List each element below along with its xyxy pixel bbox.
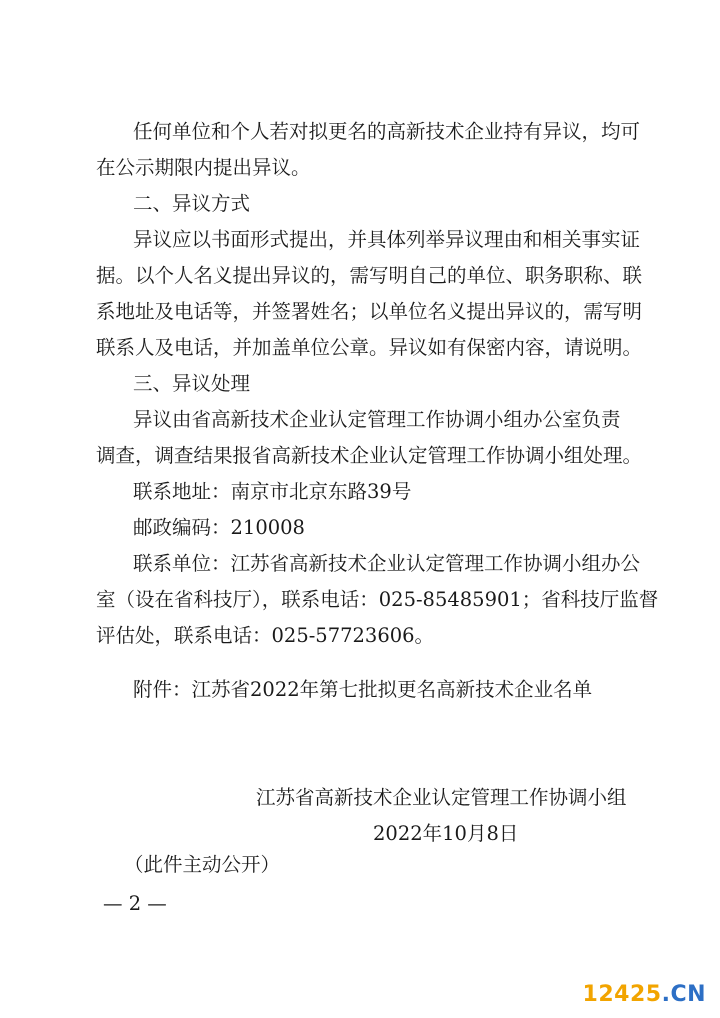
signature-org: 江苏省高新技术企业认定管理工作协调小组 bbox=[256, 786, 627, 809]
watermark-dot: . bbox=[661, 982, 671, 1007]
watermark-tld: CN bbox=[670, 982, 706, 1007]
paragraph-line: 室（设在省科技厅），联系电话：025-85485901；省科技厅监督 bbox=[96, 588, 659, 611]
contact-address: 联系地址：南京市北京东路39号 bbox=[133, 480, 412, 503]
page-number: — 2 — bbox=[103, 892, 167, 915]
watermark-number: 12425 bbox=[582, 982, 662, 1007]
paragraph-line: 据。以个人名义提出异议的，需写明自己的单位、职务职称、联 bbox=[96, 264, 643, 287]
postal-code: 邮政编码：210008 bbox=[133, 516, 305, 539]
paragraph-line: 异议应以书面形式提出，并具体列举异议理由和相关事实证 bbox=[133, 228, 641, 251]
paragraph-line: 在公示期限内提出异议。 bbox=[96, 156, 311, 179]
paragraph-line: 异议由省高新技术企业认定管理工作协调小组办公室负责 bbox=[133, 408, 621, 431]
disclosure-note: （此件主动公开） bbox=[124, 853, 281, 876]
signature-date: 2022年10月8日 bbox=[373, 822, 519, 845]
paragraph-line: 联系单位：江苏省高新技术企业认定管理工作协调小组办公 bbox=[133, 552, 641, 575]
section-heading: 二、异议方式 bbox=[133, 192, 251, 215]
paragraph-line: 评估处，联系电话：025-57723606。 bbox=[96, 624, 435, 647]
paragraph-line: 联系人及电话，并加盖单位公章。异议如有保密内容，请说明。 bbox=[96, 336, 643, 359]
site-watermark bbox=[583, 982, 706, 1008]
section-heading: 三、异议处理 bbox=[133, 372, 251, 395]
paragraph-line: 任何单位和个人若对拟更名的高新技术企业持有异议，均可 bbox=[133, 120, 641, 143]
attachment-note: 附件：江苏省2022年第七批拟更名高新技术企业名单 bbox=[133, 678, 593, 701]
paragraph-line: 系地址及电话等，并签署姓名；以单位名义提出异议的，需写明 bbox=[96, 300, 643, 323]
paragraph-line: 调查，调查结果报省高新技术企业认定管理工作协调小组处理。 bbox=[96, 444, 643, 467]
